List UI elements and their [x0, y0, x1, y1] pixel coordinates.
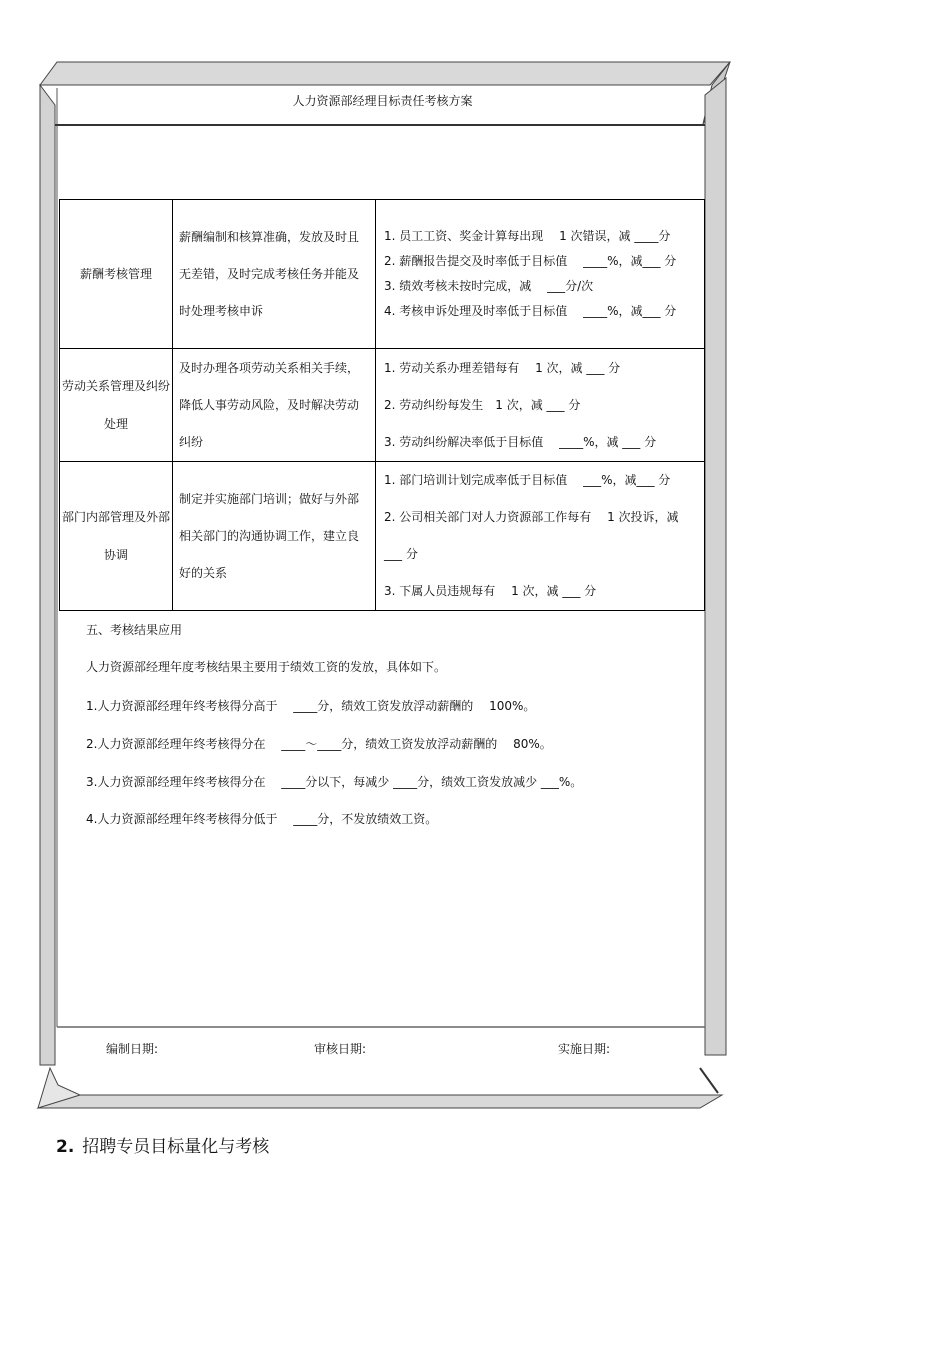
criterion-item: 1. 员工工资、奖金计算每出现 1 次错误，减 ____分: [384, 229, 671, 243]
next-section-heading: [56, 1132, 269, 1157]
row-responsibility: 制定并实施部门培训；做好与外部相关部门的沟通协调工作，建立良好的关系: [173, 462, 376, 611]
rule-line: 3.人力资源部经理年终考核得分在 ____分以下，每减少 ____分，绩效工资发放减少 ___%。: [86, 775, 583, 789]
row-criteria: [376, 462, 705, 611]
table-row: [60, 349, 705, 462]
section-intro: 人力资源部经理年度考核结果主要用于绩效工资的发放，具体如下。: [86, 660, 447, 674]
row-category: 薪酬考核管理: [60, 200, 173, 349]
row-criteria: [376, 349, 705, 462]
row-criteria: [376, 200, 705, 349]
criterion-item: 1. 劳动关系办理差错每有 1 次，减 ___ 分: [384, 360, 621, 375]
criterion-item: 3. 下属人员违规每有 1 次，减 ___ 分: [384, 584, 597, 598]
row-responsibility: 及时办理各项劳动关系相关手续，降低人事劳动风险，及时解决劳动纠纷: [173, 349, 376, 462]
rule-line: 4.人力资源部经理年终考核得分低于 ____分，不发放绩效工资。: [86, 812, 438, 826]
row-category: 劳动关系管理及纠纷处理: [60, 349, 173, 462]
document-title: 人力资源部经理目标责任考核方案: [292, 94, 473, 108]
rule-line: 2.人力资源部经理年终考核得分在 ____～____分，绩效工资发放浮动薪酬的 80%。: [86, 737, 552, 751]
rule-line: 1.人力资源部经理年终考核得分高于 ____分，绩效工资发放浮动薪酬的 100%。: [86, 699, 536, 713]
table-row: [60, 200, 705, 349]
section-title: 招聘专员目标量化与考核: [82, 1137, 270, 1157]
criterion-item: 4. 考核申诉处理及时率低于目标值 ____%，减___ 分: [384, 304, 677, 318]
criterion-item: 2. 劳动纠纷每发生 1 次，减 ___ 分: [384, 397, 581, 412]
row-responsibility: 薪酬编制和核算准确，发放及时且无差错，及时完成考核任务并能及时处理考核申诉: [173, 200, 376, 349]
criterion-item: 2. 公司相关部门对人力资源部工作每有 1 次投诉，减___ 分: [384, 510, 679, 561]
row-category: 部门内部管理及外部协调: [60, 462, 173, 611]
prepared-date-label: 编制日期:: [106, 1042, 159, 1056]
assessment-table: [59, 199, 705, 611]
section-heading: 五、考核结果应用: [86, 623, 183, 637]
criterion-item: 3. 劳动纠纷解决率低于目标值 ____%，减 ___ 分: [384, 434, 657, 449]
criterion-item: 1. 部门培训计划完成率低于目标值 ___%，减___ 分: [384, 473, 671, 487]
implemented-date-label: 实施日期:: [558, 1042, 611, 1056]
reviewed-date-label: 审核日期:: [314, 1042, 367, 1056]
table-row: [60, 462, 705, 611]
section-number: 2.: [56, 1137, 75, 1157]
criterion-item: 2. 薪酬报告提交及时率低于目标值 ____%，减___ 分: [384, 254, 677, 268]
criterion-item: 3. 绩效考核未按时完成，减 ___分/次: [384, 279, 594, 293]
